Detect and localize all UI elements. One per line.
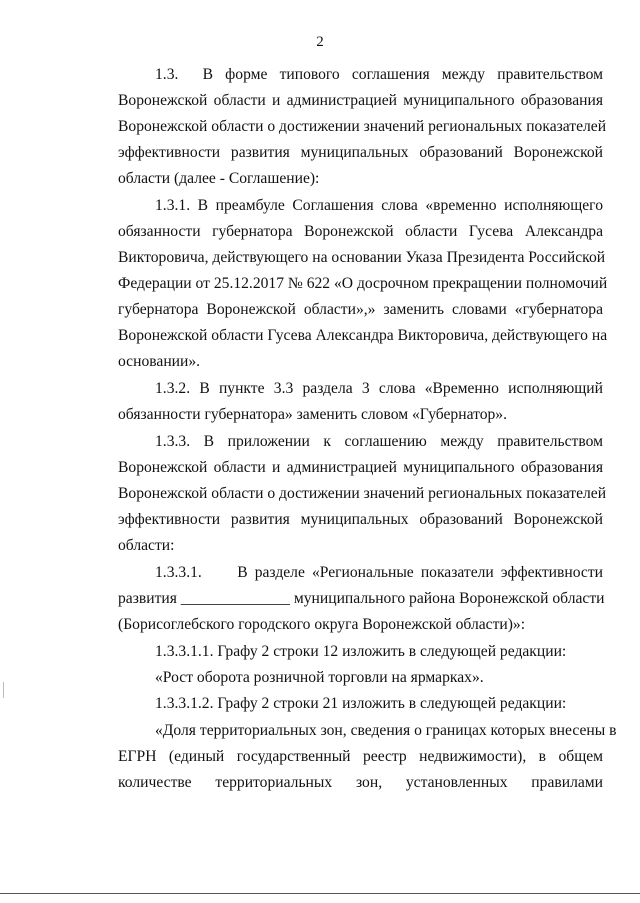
- page-bottom-rule: [0, 893, 640, 894]
- paragraph-line: Федерации от 25.12.2017 № 622 «О досрочном прекращении полномочий: [118, 275, 608, 292]
- paragraph-line: области (далее - Соглашение):: [118, 170, 320, 187]
- paragraph-line: ЕГРН (единый государственный реестр недвижимости), в общем: [118, 748, 603, 765]
- paragraph-line: «Доля территориальных зон, сведения о границах которых внесены в: [155, 722, 617, 739]
- paragraph-line: (Борисоглебского городского округа Воронежской области)»:: [118, 616, 526, 633]
- paragraph-line: Воронежской области о достижении значений региональных показателей: [118, 485, 607, 502]
- paragraph-line: 1.3.3.1.2. Графу 2 строки 21 изложить в следующей редакции:: [155, 695, 567, 712]
- paragraph-line: основании».: [118, 353, 201, 370]
- paragraph-line: Воронежской области о достижении значений региональных показателей: [118, 118, 607, 135]
- scan-edge-mark: [3, 682, 4, 698]
- paragraph-line: Викторовича, действующего на основании Указа Президента Российской: [118, 249, 606, 266]
- paragraph-line: Воронежской области и администрацией муниципального образования: [118, 92, 603, 109]
- paragraph-line: Воронежской области Гусева Александра Викторовича, действующего на: [118, 327, 608, 344]
- paragraph-line: губернатора Воронежской области»,» заменить словами «губернатора: [118, 301, 603, 318]
- page-number: 2: [316, 34, 324, 50]
- paragraph-line: 1.3.2. В пункте 3.3 раздела 3 слова «Временно исполняющий: [155, 380, 603, 397]
- paragraph-line: 1.3.3.1.1. Графу 2 строки 12 изложить в следующей редакции:: [155, 643, 567, 660]
- paragraph-line: 1.3.3. В приложении к соглашению между правительством: [155, 433, 603, 450]
- paragraph-line: обязанности губернатора» заменить словом «Губернатор».: [118, 406, 507, 423]
- paragraph-line: «Рост оборота розничной торговли на ярмарках».: [155, 669, 484, 686]
- paragraph-line: эффективности развития муниципальных образований Воронежской: [118, 511, 603, 528]
- paragraph-line: 1.3.3.1. В разделе «Региональные показатели эффективности: [155, 564, 603, 581]
- paragraph-line: области:: [118, 537, 175, 554]
- paragraph-line: 1.3.1. В преамбуле Соглашения слова «временно исполняющего: [155, 197, 603, 214]
- paragraph-line: эффективности развития муниципальных образований Воронежской: [118, 144, 603, 161]
- paragraph-line: развития ______________ муниципального района Воронежской области: [118, 590, 605, 607]
- paragraph-line: количестве территориальных зон, установленных правилами: [118, 774, 603, 791]
- paragraph-line: 1.3. В форме типового соглашения между правительством: [155, 66, 603, 83]
- paragraph-line: Воронежской области и администрацией муниципального образования: [118, 459, 603, 476]
- paragraph-line: обязанности губернатора Воронежской области Гусева Александра: [118, 223, 603, 240]
